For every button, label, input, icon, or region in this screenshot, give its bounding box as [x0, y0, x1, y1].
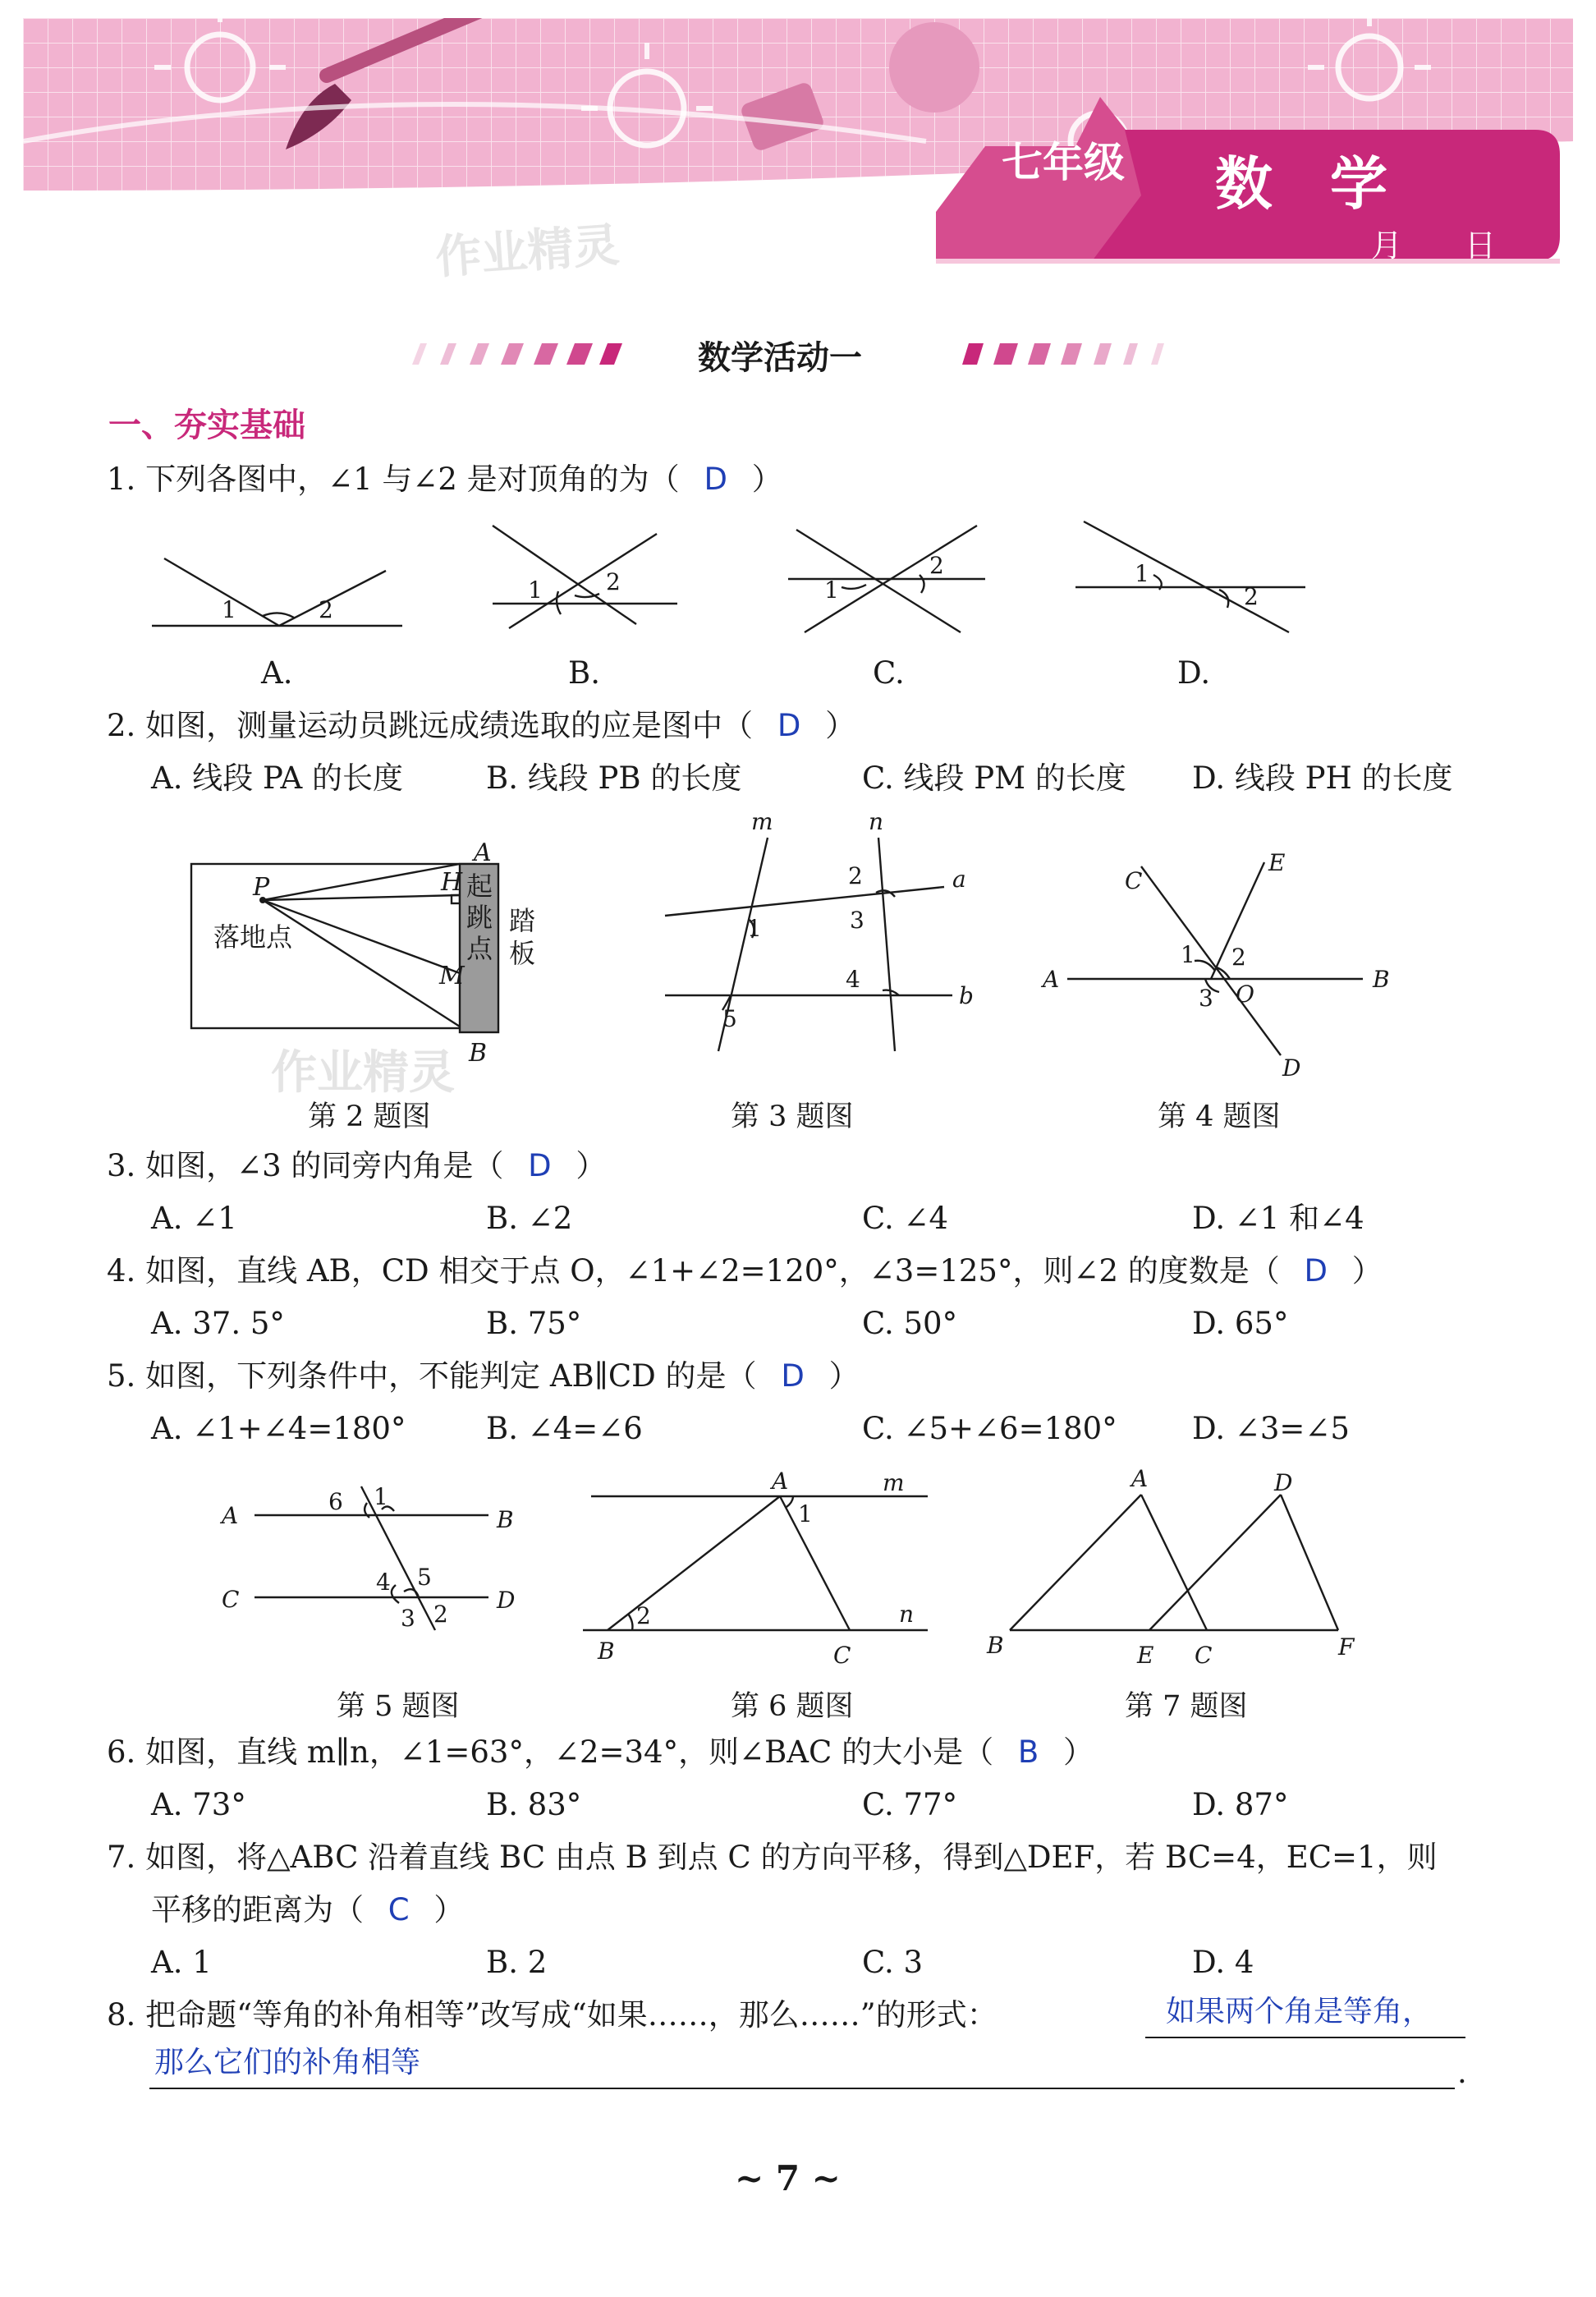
fig4-label-e: E [1268, 849, 1286, 876]
figure-6 [575, 1466, 936, 1671]
question-7-answer: C [388, 1892, 410, 1927]
fig5-label-4: 4 [376, 1569, 391, 1596]
fig4-label-a: A [1043, 966, 1060, 993]
question-2-answer: D [777, 708, 801, 743]
question-4-answer: D [1304, 1253, 1328, 1289]
fig3-label-2: 2 [848, 862, 863, 889]
fig5-label-6: 6 [328, 1488, 343, 1515]
q8-end-mark: . [1457, 2055, 1467, 2090]
q1d-label-2: 2 [1244, 583, 1259, 610]
q6-option-b: B. 83° [486, 1787, 582, 1822]
question-5 [107, 1358, 860, 1394]
fig2-watermark: 作业精灵 [271, 1046, 455, 1100]
fig2-board-char-2: 跳 [466, 902, 493, 933]
fig4-label-d: D [1282, 1054, 1301, 1082]
q7-option-d: D. 4 [1192, 1945, 1254, 1980]
fig3-label-n: n [869, 808, 884, 835]
q1-option-a: A. [261, 655, 293, 691]
fig7-label-f: F [1338, 1633, 1355, 1661]
q2-option-a: A. 线段 PA 的长度 [151, 760, 403, 796]
question-8-answer-1: 如果两个角是等角， [1166, 1995, 1433, 2028]
grade-tab [936, 97, 1585, 278]
q1-option-d: D. [1177, 655, 1211, 691]
q4-option-a: A. 37. 5° [151, 1306, 285, 1341]
date-label: 月 日 [1371, 227, 1497, 264]
question-7-stem2: 平移的距离为（ [151, 1892, 364, 1927]
question-7-line-2 [151, 1892, 464, 1928]
fig2-board-char-3: 点 [466, 933, 493, 964]
q4-option-d: D. 65° [1192, 1306, 1289, 1341]
q1a-label-1: 1 [222, 596, 236, 623]
fig6-label-2: 2 [636, 1602, 651, 1629]
q1-figures [140, 509, 1338, 649]
question-5-answer: D [781, 1358, 805, 1394]
figure-3 [649, 805, 993, 1068]
question-6-stem: 6. 如图，直线 m∥n，∠1=63°，∠2=34°，则∠BAC 的大小是（ [107, 1734, 994, 1770]
q1b-label-1: 1 [528, 577, 543, 604]
fig3-label-5: 5 [722, 1005, 737, 1032]
fig7-label-e: E [1137, 1642, 1154, 1669]
question-2-stem: 2. 如图，测量运动员跳远成绩选取的应是图中（ [107, 708, 754, 743]
fig3-label-3: 3 [850, 907, 864, 934]
fig2-label-b: B [469, 1039, 488, 1068]
question-4-close: ） [1351, 1253, 1383, 1289]
grade-label: 七年级 [1002, 139, 1125, 186]
fig5-label-b: B [497, 1506, 514, 1533]
question-1 [107, 462, 782, 498]
q8-underline-1 [1145, 2037, 1465, 2038]
fig3-label-b: b [959, 982, 974, 1009]
fig6-label-m: m [883, 1469, 905, 1496]
q1-option-c: C. [873, 655, 905, 691]
fig7-label-c: C [1195, 1642, 1213, 1669]
fig7-label-d: D [1274, 1469, 1293, 1496]
fig3-label-1: 1 [747, 915, 762, 942]
fig5-label-a: A [222, 1502, 239, 1529]
q3-option-a: A. ∠1 [151, 1201, 237, 1236]
question-7-line-1: 7. 如图，将△ABC 沿着直线 BC 由点 B 到点 C 的方向平移，得到△DEF，若 BC=4，EC=1，则 [107, 1840, 1438, 1875]
page-number: ~ 7 ~ [735, 2158, 841, 2198]
activity-title: 数学活动一 [698, 339, 862, 377]
q3-option-c: C. ∠4 [862, 1201, 949, 1236]
q2-option-c: C. 线段 PM 的长度 [862, 760, 1126, 796]
fig6-label-c: C [833, 1642, 851, 1669]
fig2-landing-label: 落地点 [213, 921, 293, 953]
question-5-close: ） [828, 1358, 860, 1394]
fig3-label-4: 4 [846, 966, 860, 993]
q1c-label-1: 1 [824, 577, 839, 604]
question-6-answer: B [1017, 1734, 1039, 1770]
question-8-stem: 8. 把命题“等角的补角相等”改写成“如果……，那么……”的形式： [107, 1997, 998, 2033]
q5-option-c: C. ∠5+∠6=180° [862, 1411, 1117, 1446]
fig5-label-d: D [497, 1587, 516, 1614]
q1-option-b: B. [568, 655, 600, 691]
section-heading: 一、夯实基础 [108, 407, 305, 444]
q5-option-b: B. ∠4=∠6 [486, 1411, 643, 1446]
q2-option-b: B. 线段 PB 的长度 [486, 760, 742, 796]
fig4-label-c: C [1125, 867, 1143, 894]
question-6 [107, 1734, 1094, 1771]
fig4-label-o: O [1236, 981, 1254, 1008]
q1a-label-2: 2 [319, 596, 333, 623]
question-2-close: ） [825, 708, 856, 743]
fig3-label-a: a [952, 866, 966, 893]
q7-option-b: B. 2 [486, 1945, 548, 1980]
subject-label: 数 学 [1215, 150, 1387, 218]
figure-7 [977, 1466, 1371, 1671]
fig5-label-1: 1 [374, 1483, 388, 1510]
fig7-caption: 第 7 题图 [1125, 1690, 1248, 1723]
fig4-caption: 第 4 题图 [1158, 1100, 1281, 1133]
question-4-stem: 4. 如图，直线 AB，CD 相交于点 O，∠1+∠2=120°，∠3=125°，则∠2 的度数是（ [107, 1253, 1280, 1289]
q7-option-a: A. 1 [151, 1945, 212, 1980]
fig3-label-m: m [751, 808, 773, 835]
figure-2 [177, 829, 587, 1068]
fig6-caption: 第 6 题图 [731, 1690, 854, 1723]
q1b-label-2: 2 [606, 568, 621, 595]
fig4-label-1: 1 [1181, 941, 1195, 968]
fig2-label-m: M [439, 962, 465, 990]
fig5-label-3: 3 [401, 1605, 415, 1632]
question-3 [107, 1148, 606, 1184]
q4-option-c: C. 50° [862, 1306, 958, 1341]
fig2-pedal-char-2: 板 [509, 938, 536, 969]
fig5-label-2: 2 [433, 1601, 448, 1628]
fig4-label-b: B [1373, 966, 1390, 993]
question-1-answer: D [704, 462, 727, 497]
figure-4 [1034, 838, 1412, 1084]
fig4-label-2: 2 [1231, 944, 1246, 971]
question-7-close: ） [433, 1892, 465, 1927]
q8-underline-2 [149, 2088, 1455, 2089]
question-3-close: ） [576, 1148, 607, 1183]
question-2 [107, 708, 855, 744]
q1c-label-2: 2 [929, 552, 944, 579]
fig5-caption: 第 5 题图 [337, 1690, 460, 1723]
fig3-caption: 第 3 题图 [731, 1100, 854, 1133]
q6-option-d: D. 87° [1192, 1787, 1289, 1822]
question-3-answer: D [528, 1148, 552, 1183]
question-1-close: ） [751, 462, 782, 497]
question-3-stem: 3. 如图，∠3 的同旁内角是（ [107, 1148, 504, 1183]
fig2-label-a: A [474, 838, 492, 867]
fig2-label-h: H [441, 868, 463, 897]
fig2-label-p: P [253, 873, 270, 902]
q5-option-a: A. ∠1+∠4=180° [151, 1411, 406, 1446]
q4-option-b: B. 75° [486, 1306, 582, 1341]
q5-option-d: D. ∠3=∠5 [1192, 1411, 1350, 1446]
title-deco-right [961, 342, 1182, 366]
fig6-label-n: n [899, 1601, 915, 1628]
q3-option-b: B. ∠2 [486, 1201, 573, 1236]
question-6-close: ） [1063, 1734, 1094, 1770]
q2-option-d: D. 线段 PH 的长度 [1192, 760, 1453, 796]
fig5-label-c: C [222, 1586, 240, 1613]
question-1-stem: 1. 下列各图中，∠1 与∠2 是对顶角的为（ [107, 462, 680, 497]
q3-option-d: D. ∠1 和∠4 [1192, 1201, 1364, 1236]
question-5-stem: 5. 如图，下列条件中，不能判定 AB∥CD 的是（ [107, 1358, 757, 1394]
watermark-logo: 作业精灵 [433, 218, 621, 285]
question-4 [107, 1253, 1383, 1289]
fig6-label-b: B [598, 1638, 615, 1665]
fig4-label-3: 3 [1199, 985, 1213, 1012]
fig2-pedal-char-1: 踏 [509, 905, 536, 936]
q6-option-c: C. 77° [862, 1787, 958, 1822]
q6-option-a: A. 73° [151, 1787, 246, 1822]
fig6-label-1: 1 [798, 1500, 813, 1528]
fig2-caption: 第 2 题图 [308, 1100, 431, 1133]
q7-option-c: C. 3 [862, 1945, 924, 1980]
question-8-answer-2: 那么它们的补角相等 [154, 2046, 421, 2079]
q1d-label-1: 1 [1135, 560, 1149, 587]
fig7-label-a: A [1131, 1466, 1149, 1492]
fig2-board-char-1: 起 [466, 871, 493, 902]
fig5-label-5: 5 [417, 1564, 432, 1591]
fig7-label-b: B [987, 1632, 1004, 1659]
figure-5 [213, 1470, 525, 1642]
title-deco-left [402, 342, 624, 366]
fig6-label-a: A [772, 1468, 789, 1495]
